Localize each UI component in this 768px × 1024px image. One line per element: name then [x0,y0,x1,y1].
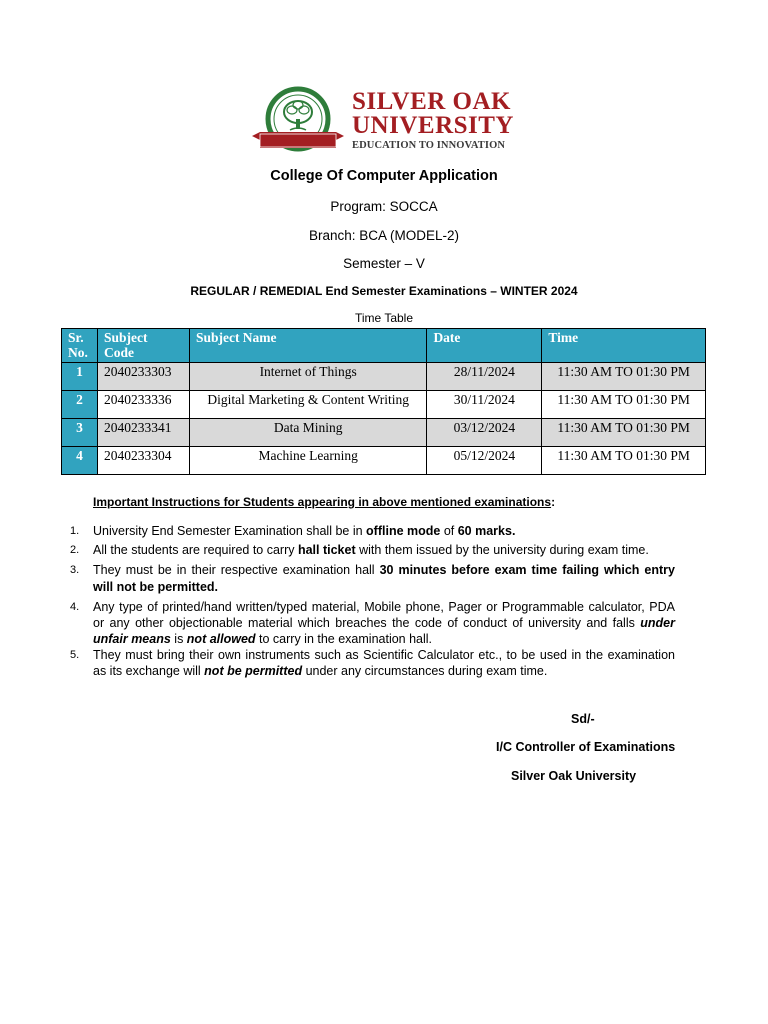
row-sr: 3 [62,419,98,447]
header-subject-code: Subject Code [97,329,189,363]
signature-designation: I/C Controller of Examinations [496,740,676,754]
instructions-title: Important Instructions for Students appearing in above mentioned examinations: [93,495,556,509]
row-subject: Digital Marketing & Content Writing [189,391,427,419]
university-emblem-icon [250,86,346,156]
signature-university: Silver Oak University [511,769,637,783]
exam-timetable [61,328,706,475]
logo-wordmark [352,90,518,152]
row-code: 2040233341 [97,419,189,447]
table-header-row [62,329,706,363]
logo-tagline: EDUCATION TO INNOVATION [352,140,506,151]
row-subject: Machine Learning [189,447,427,475]
signature-sd: Sd/- [571,712,595,726]
table-row [62,419,706,447]
row-date: 28/11/2024 [427,363,542,391]
table-row [62,363,706,391]
row-time: 11:30 AM TO 01:30 PM [542,363,706,391]
table-row [62,391,706,419]
row-code: 2040233336 [97,391,189,419]
row-sr: 2 [62,391,98,419]
logo-name-line1: SILVER OAK [352,88,511,115]
university-logo [250,86,518,158]
header-date: Date [427,329,542,363]
semester-line: Semester – V [343,256,425,271]
row-date: 30/11/2024 [427,391,542,419]
logo-name-line2: UNIVERSITY [352,112,514,139]
row-time: 11:30 AM TO 01:30 PM [542,447,706,475]
row-sr: 4 [62,447,98,475]
program-line: Program: SOCCA [330,199,438,214]
row-time: 11:30 AM TO 01:30 PM [542,419,706,447]
row-time: 11:30 AM TO 01:30 PM [542,391,706,419]
list-item: 2. All the students are required to carry hall ticket with them issued by the university during exam time. [70,543,649,557]
list-item: 4. Any type of printed/hand written/typed material, Mobile phone, Pager or Programmable calculator, PDA or any other objectionable material which breaches the code of conduct of university and falls under unfair means is not allowed to carry in the examination hall. [70,600,675,646]
row-subject: Data Mining [189,419,427,447]
row-date: 03/12/2024 [427,419,542,447]
list-item: 3. They must be in their respective examination hall 30 minutes before exam time failing which entry will not be permitted. [70,563,675,594]
header-time: Time [542,329,706,363]
row-date: 05/12/2024 [427,447,542,475]
exam-title: REGULAR / REMEDIAL End Semester Examinations – WINTER 2024 [190,284,578,298]
timetable-label: Time Table [354,311,414,325]
row-code: 2040233303 [97,363,189,391]
row-subject: Internet of Things [189,363,427,391]
list-item: 5. They must bring their own instruments such as Scientific Calculator etc., to be used in the examination as its exchange will not be permitted under any circumstances during exam time. [70,648,675,678]
row-code: 2040233304 [97,447,189,475]
row-sr: 1 [62,363,98,391]
header-subject-name: Subject Name [189,329,427,363]
header-sr-no: Sr. No. [62,329,98,363]
list-item: 1. University End Semester Examination shall be in offline mode of 60 marks. [70,524,516,538]
branch-line: Branch: BCA (MODEL-2) [308,228,460,243]
college-title: College Of Computer Application [270,168,498,184]
table-row [62,447,706,475]
instructions-list [70,523,675,679]
